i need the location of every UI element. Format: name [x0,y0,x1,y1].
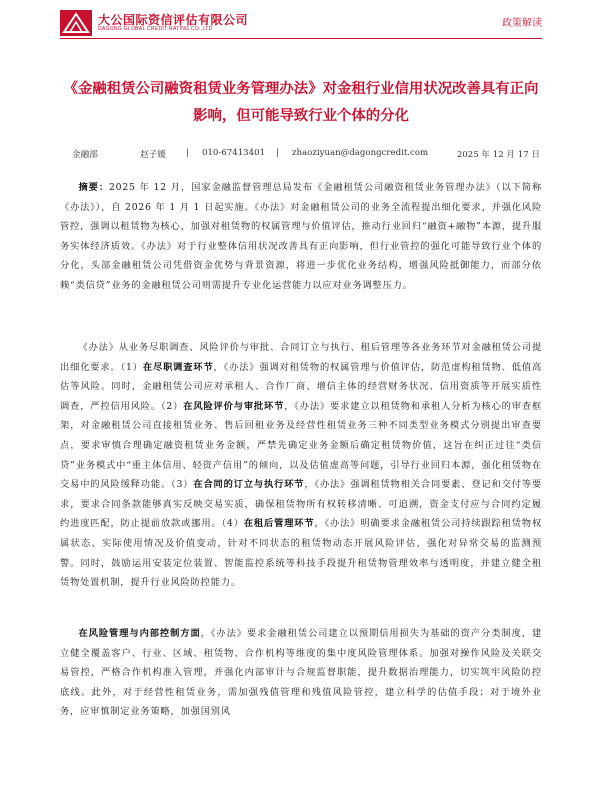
author-meta-line [72,148,540,164]
paragraph-text: ，《办法》强调租赁物相关合同要素、登记和交付等要求，要求合同条款能够真实反映交易实质，确保租赁物所有权转移清晰、可追溯，资金支付应与合同约定履约进度匹配，防止提前放款或挪用。（4） [60,479,542,530]
paragraph-keyword: 在合同的订立与执行环节 [193,479,305,491]
page-title: 《金融租赁公司融资租赁业务管理办法》对金租行业信用状况改善具有正向影响，但可能导致行业个体的分化 [63,81,539,124]
page-header [0,0,600,44]
department: 金融部 [72,150,98,160]
publish-date: 2025 年 12 月 17 日 [456,150,540,160]
paragraph-keyword: 在租后管理环节 [243,518,315,530]
separator: | [186,148,189,158]
author-name: 赵子媛 [140,150,166,160]
abstract-text: 2025 年 12 月，国家金融监督管理总局发布《金融租赁公司融资租赁业务管理办法》（以下简称《办法》），自 2026 年 1 月 1 日起实施。《办法》对金融租赁公司的业务全流程提出细化要求，并强化风险管控，强调以租赁物为核心，加强对租赁物的权属管理与价值评估，推动行业回归“融资+融物”本源，提升服务实体经济质效。《办法》对于行业整体信用状况改善具有正向影响，但行业管控的强化可能导致行业个体的分化，头部金融租赁公司凭借资金优势与背景资源，将进一步优化业务结构，增强风险抵御能力，而部分依赖“类信贷”业务的金融租赁公司则需提升专业化运营能力以应对业务调整压力。 [60,182,542,291]
separator: | [276,148,279,158]
paragraph-text: ，《办法》明确要求金融租赁公司持续跟踪租赁物权属状态、实际使用情况及价值变动，针对不同状态的租赁物动态开展风险评估，强化对异常交易的监测预警。同时，鼓励运用安装定位装置、智能监控系统等科技手段提升租赁物管理效率与透明度，并建立健全租赁物处置机制，提升行业风险防控能力。 [60,518,542,589]
paragraph-keyword: 在尽职调查环节 [142,361,214,373]
header-divider [60,38,542,39]
abstract-paragraph [60,178,542,296]
paragraph-keyword: 在风险管理与内部控制方面 [78,628,201,639]
body-paragraph-process [60,338,542,593]
logo-name-cn: 大公国际资信评估有限公司 [98,13,249,27]
logo-name-en: DAGONG GLOBAL CREDIT RATING CO.,LTD [98,26,213,32]
dagong-logo-icon [60,10,92,36]
abstract-label: 摘要： [78,182,109,193]
email: zhaoziyuan@dagongcredit.com [292,148,429,158]
paragraph-text: ，《办法》强调对租赁物的权属管理与价值评估，防范虚构租赁物、低值高估等风险。同时，金融租赁公司应对承租人、合作厂商、增信主体的经营财务状况、信用资质等开展实质性调查，严控信用风险。（2） [60,361,542,412]
paragraph-text: 《办法》从业务尽职调查、风险评价与审批、合同订立与执行、租后管理等各业务环节对金融租赁公司提出细化要求。（1） [60,342,542,373]
body-paragraph-risk [60,624,542,722]
phone: 010-67413401 [202,148,266,158]
paragraph-text: ，《办法》要求金融租赁公司建立以预期信用损失为基础的资产分类制度，建立健全覆盖客户、行业、区域、租赁物、合作机构等维度的集中度风险管理体系。加强对操作风险及关联交易管控，严格合作机构准入管理，并强化内部审计与合规监督职能，提升数据治理能力，切实筑牢风险防控底线。此外，对于经营性租赁业务，需加强残值管理和残值风险管控，建立科学的估值手段；对于境外业务，应审慎制定业务策略，加强国别风 [60,628,542,718]
company-logo [60,10,250,36]
paragraph-text: ，《办法》要求建立以租赁物和承租人分析为核心的审查框架，对金融租赁公司直接租赁业务、售后回租业务及经营性租赁业务三种不同类型业务模式分别提出审查要点，要求审慎合理确定融资租赁业务金额，严禁先确定业务金额后确定租赁物价值，这旨在纠正过往“类信贷”业务模式中“重主体信用、轻资产信用”的倾向，以及估值虚高等问题，引导行业回归本源，强化租赁物在交易中的风险缓释功能。（3） [60,400,542,491]
paragraph-keyword: 在风险评价与审批环节 [183,400,285,412]
section-tag: 政策解读 [502,18,542,29]
